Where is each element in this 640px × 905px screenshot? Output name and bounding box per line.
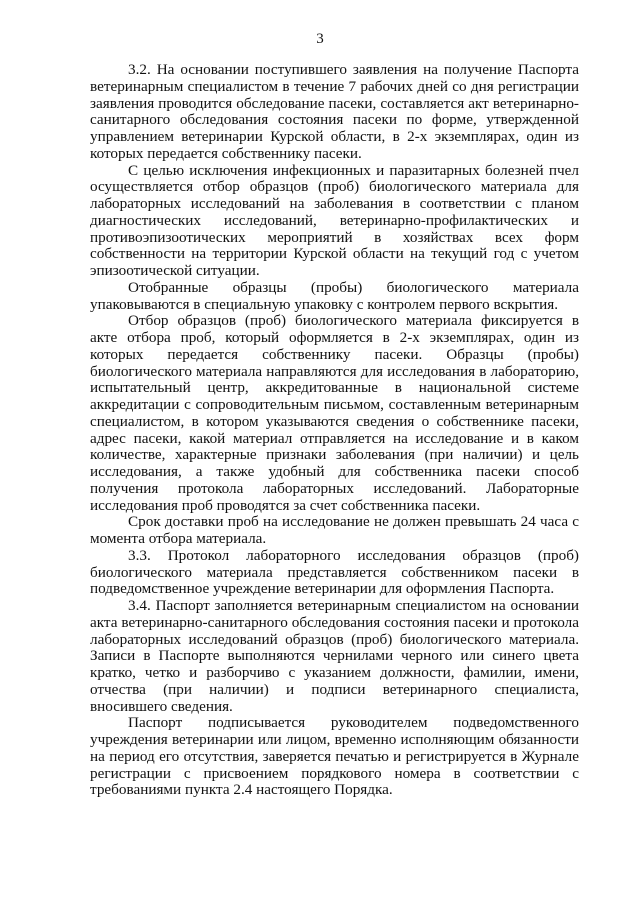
page-number: 3 (316, 31, 324, 47)
document-body (90, 62, 579, 799)
paragraph-delivery-term: Срок доставки проб на исследование не должен превышать 24 часа с момента отбора материала. (90, 513, 579, 547)
paragraph-passport-signing: Паспорт подписывается руководителем подведомственного учреждения ветеринарии или лицом, временно исполняющим обязанности на период его отсутствия, заверяется печатью и регистрируется в Журнале регистрации с присвоением порядкового номера в соответствии с требованиями пункта 2.4 настоящего Порядка. (90, 714, 579, 799)
paragraph-3-4: 3.4. Паспорт заполняется ветеринарным специалистом на основании акта ветеринарно-санитарного обследования состояния пасеки и протокола лабораторных исследований образцов (проб) биологического материала. Записи в Паспорте выполняются чернилами черного или синего цвета кратко, четко и разборчиво с указанием должности, фамилии, имени, отчества (при наличии) и подписи ветеринарного специалиста, вносившего сведения. (90, 597, 579, 715)
paragraph-sampling-purpose: С целью исключения инфекционных и паразитарных болезней пчел осуществляется отбор образцов (проб) биологического материала для лабораторных исследований на заболевания в соответствии с планом диагностических исследований, ветеринарно-профилактических и противоэпизоотических мероприятий в хозяйствах всех форм собственности на территории Курской области на текущий год с учетом эпизоотической ситуации. (90, 161, 579, 279)
paragraph-3-3: 3.3. Протокол лабораторного исследования образцов (проб) биологического материала представляется собственником пасеки в подведомственное учреждение ветеринарии для оформления Паспорта. (90, 546, 579, 598)
paragraph-sample-packaging: Отобранные образцы (пробы) биологического материала упаковываются в специальную упаковку с контролем первого вскрытия. (90, 278, 579, 313)
paragraph-3-2: 3.2. На основании поступившего заявления на получение Паспорта ветеринарным специалистом в течение 7 рабочих дней со дня регистрации заявления проводится обследование пасеки, составляется акт ветеринарно-санитарного обследования состояния пасеки по форме, утвержденной управлением ветеринарии Курской области, в 2-х экземплярах, один из которых передается собственнику пасеки. (90, 61, 579, 162)
paragraph-sample-recording: Отбор образцов (проб) биологического материала фиксируется в акте отбора проб, который оформляется в 2-х экземплярах, один из которых передается собственнику пасеки. Образцы (пробы) биологического материала направляются для исследования в лабораторию, испытательный центр, аккредитованные в национальной системе аккредитации с сопроводительным письмом, составленным ветеринарным специалистом, в котором указываются сведения о собственнике пасеки, адрес пасеки, какой материал отправляется на исследование и в каком количестве, характерные признаки заболевания (при наличии) и цель исследования, а также удобный для собственника пасеки способ получения протокола лабораторных исследований. Лабораторные исследования проб проводятся за счет собственника пасеки. (90, 312, 579, 514)
